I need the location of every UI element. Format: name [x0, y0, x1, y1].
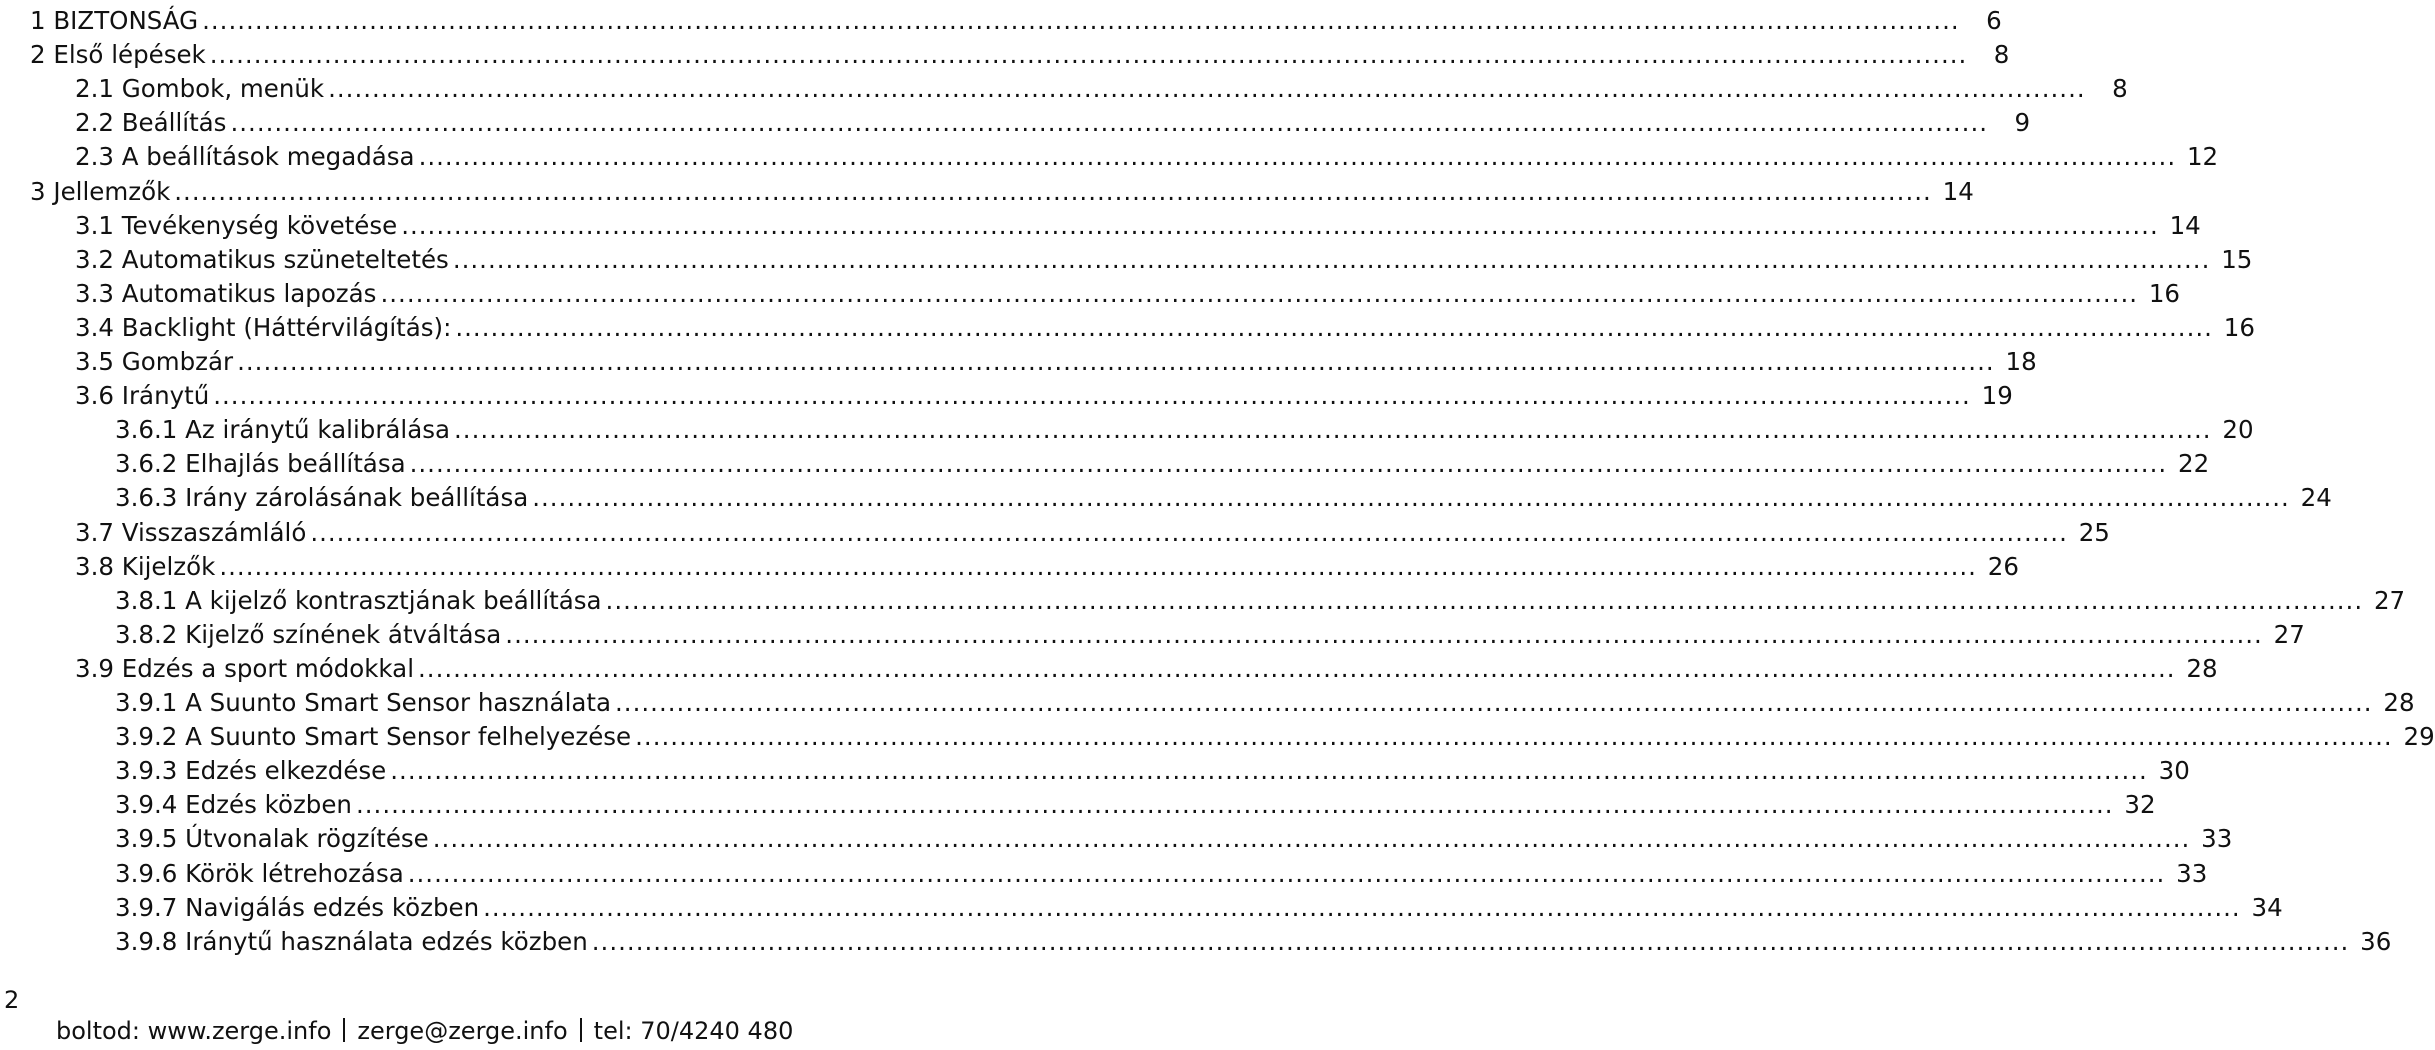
toc-entry-title: 2 Első lépések	[30, 40, 206, 70]
toc-entry[interactable]	[75, 548, 2019, 582]
toc-entry-page: 27	[2373, 585, 2406, 615]
toc-entry[interactable]	[115, 445, 2210, 479]
toc-entry-page: 32	[2124, 790, 2156, 820]
toc-entry-title: 3 Jellemzők	[30, 176, 171, 206]
toc-entry-page: 26	[1987, 551, 2019, 581]
toc-entry-page: 28	[2186, 653, 2218, 683]
toc-entry-page: 16	[2223, 312, 2255, 342]
toc-entry-page: 19	[1981, 381, 2013, 411]
toc-entry-page: 27	[2273, 619, 2305, 649]
toc-dot-leader: ........................................................................................................................................................................................................	[635, 722, 2393, 752]
toc-dot-leader: ........................................................................................................................................................................................................	[209, 40, 1968, 70]
toc-dot-leader: ........................................................................................................................................................................................................	[605, 585, 2364, 615]
toc-dot-leader: ........................................................................................................................................................................................................	[407, 858, 2166, 888]
toc-entry-title: 3.7 Visszaszámláló	[75, 517, 307, 547]
toc-entry-page: 9	[2014, 108, 2031, 138]
toc-entry[interactable]	[75, 514, 2110, 548]
toc-entry-title: 3.6 Iránytű	[75, 381, 210, 411]
toc-entry-title: 3.6.1 Az iránytű kalibrálása	[115, 415, 450, 445]
toc-entry[interactable]	[75, 70, 2128, 104]
toc-dot-leader: ........................................................................................................................................................................................................	[615, 688, 2373, 717]
toc-entry-title: 3.4 Backlight (Háttérvilágítás):	[75, 312, 452, 342]
toc-dot-leader: ........................................................................................................................................................................................................	[591, 926, 2350, 956]
toc-dot-leader: ........................................................................................................................................................................................................	[237, 347, 1995, 376]
toc-dot-leader: ........................................................................................................................................................................................................	[390, 756, 2148, 786]
toc-entry[interactable]	[30, 36, 2010, 70]
toc-entry-title: 3.9.7 Navigálás edzés közben	[115, 892, 480, 922]
toc-entry-page: 12	[2186, 142, 2219, 172]
toc-entry-title: 3.1 Tevékenység követése	[75, 210, 398, 240]
toc-entry-page: 33	[2201, 824, 2233, 854]
toc-entry-page: 25	[2078, 517, 2110, 547]
toc-entry-page: 14	[2169, 210, 2201, 240]
toc-entry[interactable]	[75, 650, 2218, 684]
toc-dot-leader: ........................................................................................................................................................................................................	[454, 415, 2212, 445]
toc-entry-title: 3.9.2 A Suunto Smart Sensor felhelyezése	[115, 722, 632, 752]
toc-entry[interactable]	[75, 309, 2255, 343]
toc-entry[interactable]	[75, 138, 2219, 172]
toc-entry[interactable]	[115, 820, 2233, 854]
toc-entry-page: 20	[2222, 415, 2254, 445]
toc-dot-leader: ........................................................................................................................................................................................................	[432, 824, 2191, 854]
toc-entry[interactable]	[75, 207, 2201, 241]
toc-dot-leader: ........................................................................................................................................................................................................	[532, 483, 2290, 513]
toc-entry[interactable]	[115, 889, 2283, 923]
footer-phone: tel: 70/4240 480	[593, 1017, 794, 1045]
toc-entry-title: 3.6.3 Irány zárolásának beállítása	[115, 483, 529, 513]
toc-entry[interactable]	[115, 718, 2435, 752]
toc-entry-title: 3.3 Automatikus lapozás	[75, 278, 377, 308]
toc-entry[interactable]	[115, 752, 2190, 786]
toc-entry-title: 3.9.4 Edzés közben	[115, 790, 352, 820]
toc-entry-page: 18	[2005, 347, 2037, 376]
toc-entry-page: 24	[2300, 483, 2332, 513]
toc-entry-title: 3.9.3 Edzés elkezdése	[115, 756, 387, 786]
footer	[56, 1016, 793, 1046]
toc-entry-page: 33	[2176, 858, 2208, 888]
footer-separator	[580, 1018, 582, 1042]
toc-entry-page: 15	[2221, 244, 2253, 274]
toc-entry-title: 2.3 A beállítások megadása	[75, 142, 415, 172]
toc-entry[interactable]	[115, 786, 2156, 820]
toc-entry-title: 3.9 Edzés a sport módokkal	[75, 653, 415, 683]
toc-dot-leader: ........................................................................................................................................................................................................	[213, 381, 1971, 411]
toc-entry-title: 3.5 Gombzár	[75, 347, 234, 376]
toc-entry[interactable]	[75, 275, 2181, 309]
toc-dot-leader: ........................................................................................................................................................................................................	[452, 244, 2211, 274]
toc-entry-page: 8	[1993, 40, 2010, 70]
toc-dot-leader: ........................................................................................................................................................................................................	[455, 312, 2213, 342]
toc-dot-leader: ........................................................................................................................................................................................................	[418, 653, 2176, 683]
toc-entry-page: 29	[2403, 722, 2435, 752]
toc-entry-page: 6	[1986, 6, 2002, 35]
toc-entry-page: 36	[2360, 926, 2392, 956]
toc-entry[interactable]	[115, 616, 2305, 650]
toc-entry-title: 2.2 Beállítás	[75, 108, 227, 138]
footer-separator	[343, 1018, 345, 1042]
toc-dot-leader: ........................................................................................................................................................................................................	[418, 142, 2177, 172]
toc-entry[interactable]	[75, 241, 2253, 275]
toc-entry[interactable]	[75, 104, 2031, 138]
toc-entry-title: 3.8.2 Kijelző színének átváltása	[115, 619, 502, 649]
toc-dot-leader: ........................................................................................................................................................................................................	[310, 517, 2068, 547]
toc-entry-page: 8	[2112, 74, 2128, 104]
toc-dot-leader: ........................................................................................................................................................................................................	[174, 176, 1932, 206]
toc-entry-page: 16	[2148, 278, 2181, 308]
toc-entry[interactable]	[115, 582, 2406, 616]
toc-entry-title: 3.9.8 Iránytű használata edzés közben	[115, 926, 588, 956]
toc-entry-title: 2.1 Gombok, menük	[75, 74, 325, 104]
toc-entry[interactable]	[115, 684, 2415, 718]
toc-entry[interactable]	[30, 2, 2002, 36]
toc-entry-page: 34	[2251, 892, 2283, 922]
page-number: 2	[4, 986, 20, 1014]
toc-entry-page: 28	[2383, 688, 2415, 717]
toc-entry[interactable]	[75, 343, 2037, 377]
toc-dot-leader: ........................................................................................................................................................................................................	[219, 551, 1977, 581]
toc-dot-leader: ........................................................................................................................................................................................................	[505, 619, 2263, 649]
toc-dot-leader: ........................................................................................................................................................................................................	[328, 74, 2086, 104]
toc-entry[interactable]	[115, 411, 2254, 445]
toc-entry-page: 14	[1942, 176, 1974, 206]
toc-entry-page: 30	[2158, 756, 2190, 786]
toc-entry-title: 3.9.1 A Suunto Smart Sensor használata	[115, 688, 612, 717]
toc-entry-title: 3.8.1 A kijelző kontrasztjának beállítása	[115, 585, 602, 615]
toc-entry-title: 1 BIZTONSÁG	[30, 6, 199, 35]
toc-dot-leader: ........................................................................................................................................................................................................	[483, 892, 2241, 922]
toc-entry[interactable]	[75, 377, 2013, 411]
toc-entry-title: 3.8 Kijelzők	[75, 551, 216, 581]
toc-dot-leader: ........................................................................................................................................................................................................	[355, 790, 2114, 820]
toc-entry-page: 22	[2177, 449, 2210, 479]
toc-entry[interactable]	[115, 923, 2392, 957]
toc-dot-leader: ........................................................................................................................................................................................................	[380, 278, 2139, 308]
toc-entry[interactable]	[115, 855, 2208, 889]
toc-dot-leader: ........................................................................................................................................................................................................	[409, 449, 2168, 479]
toc-entry[interactable]	[115, 479, 2332, 513]
footer-email: zerge@zerge.info	[357, 1017, 568, 1045]
toc-entry-title: 3.2 Automatikus szüneteltetés	[75, 244, 449, 274]
toc-entry-title: 3.9.6 Körök létrehozása	[115, 858, 404, 888]
toc-dot-leader: ........................................................................................................................................................................................................	[401, 210, 2159, 240]
toc-dot-leader: ........................................................................................................................................................................................................	[202, 6, 1960, 35]
toc-entry[interactable]	[30, 173, 1974, 207]
toc-entry-title: 3.6.2 Elhajlás beállítása	[115, 449, 406, 479]
toc-dot-leader: ........................................................................................................................................................................................................	[230, 108, 1989, 138]
footer-shop: boltod: www.zerge.info	[56, 1017, 332, 1045]
toc-entry-title: 3.9.5 Útvonalak rögzítése	[115, 824, 429, 854]
